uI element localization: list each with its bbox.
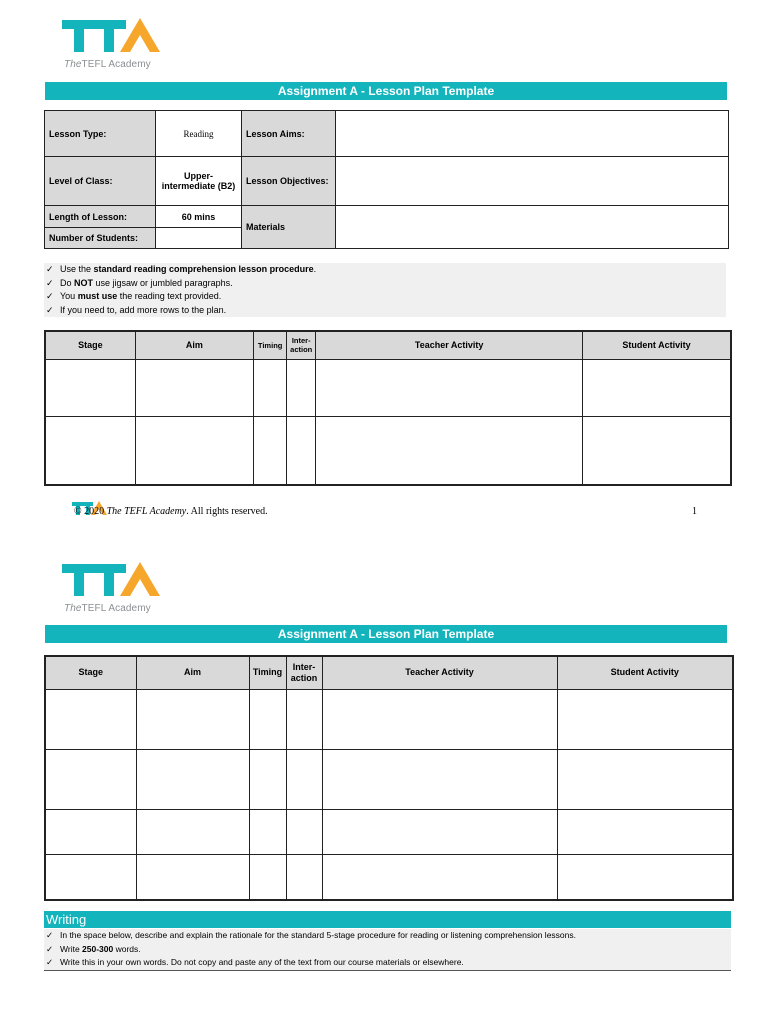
students-label: Number of Students: [45,228,156,249]
tta-logo-mark [52,14,162,60]
tta-logo [52,14,162,74]
teacher-cell[interactable] [322,689,557,749]
timing-cell[interactable] [249,809,286,854]
aim-cell[interactable] [136,809,249,854]
instruction-item: ✓ In the space below, describe and explain the rationale for the standard 5-stage procedure for reading or listening comprehension lessons. [44,929,731,943]
interaction-cell[interactable] [287,416,316,485]
table-row [45,809,733,854]
header-interaction: Inter- action [286,656,322,689]
check-icon: ✓ [46,277,54,288]
stage-cell[interactable] [45,359,135,416]
table-row [45,749,733,809]
logo-tagline: TheTEFL Academy [64,603,151,614]
length-value[interactable]: 60 mins [156,206,242,228]
header-timing: Timing [249,656,286,689]
lesson-aims-field[interactable] [336,111,729,157]
check-icon: ✓ [46,943,54,954]
student-cell[interactable] [583,359,731,416]
header-aim: Aim [136,656,249,689]
timing-cell[interactable] [254,416,287,485]
assignment-banner: Assignment A - Lesson Plan Template [45,625,727,643]
interaction-cell[interactable] [286,749,322,809]
header-timing: Timing [254,331,287,359]
header-stage: Stage [45,331,135,359]
length-label: Length of Lesson: [45,206,156,228]
student-cell[interactable] [557,689,733,749]
stage-cell[interactable] [45,809,136,854]
level-value[interactable]: Upper-intermediate (B2) [156,157,242,206]
timing-cell[interactable] [249,689,286,749]
tta-logo [52,558,162,618]
tta-logo-mark [52,558,162,604]
header-teacher-activity: Teacher Activity [322,656,557,689]
lesson-plan-table-1 [44,330,732,486]
instruction-item: ✓ Do NOT use jigsaw or jumbled paragraphs. [44,277,726,291]
stage-cell[interactable] [45,854,136,900]
students-field[interactable] [156,228,242,249]
interaction-cell[interactable] [286,809,322,854]
table-row [45,359,731,416]
writing-section-title: Writing [44,911,731,928]
teacher-cell[interactable] [316,359,583,416]
lesson-aims-label: Lesson Aims: [242,111,336,157]
teacher-cell[interactable] [316,416,583,485]
stage-cell[interactable] [45,416,135,485]
page-number: 1 [692,506,697,517]
interaction-cell[interactable] [286,854,322,900]
interaction-cell[interactable] [287,359,316,416]
materials-field[interactable] [336,206,729,249]
table-row [45,854,733,900]
header-interaction: Inter- action [287,331,316,359]
objectives-label: Lesson Objectives: [242,157,336,206]
student-cell[interactable] [583,416,731,485]
check-icon: ✓ [46,264,54,274]
materials-label: Materials [242,206,336,249]
lesson-info-table [44,110,729,249]
aim-cell[interactable] [136,854,249,900]
logo-tagline: TheTEFL Academy [64,59,151,70]
student-cell[interactable] [557,749,733,809]
table-row [45,689,733,749]
check-icon: ✓ [46,304,54,315]
check-icon: ✓ [46,930,54,940]
aim-cell[interactable] [136,749,249,809]
aim-cell[interactable] [135,359,253,416]
stage-cell[interactable] [45,689,136,749]
instruction-item: ✓ Write 250-300 words. [44,943,731,957]
instruction-item: ✓ You must use the reading text provided. [44,290,726,304]
aim-cell[interactable] [136,689,249,749]
interaction-cell[interactable] [286,689,322,749]
instruction-item: ✓ Write this in your own words. Do not copy and paste any of the text from our course materials or elsewhere. [44,956,731,970]
lesson-type-value[interactable]: Reading [156,111,242,157]
assignment-banner: Assignment A - Lesson Plan Template [45,82,727,100]
lesson-plan-table-2 [44,655,734,901]
check-icon: ✓ [46,291,54,301]
teacher-cell[interactable] [322,749,557,809]
instructions-list [44,263,726,317]
student-cell[interactable] [557,809,733,854]
header-student-activity: Student Activity [583,331,731,359]
student-cell[interactable] [557,854,733,900]
aim-cell[interactable] [135,416,253,485]
footer-copyright: © 2020 The TEFL Academy. All rights reserved. [74,506,268,517]
writing-instructions [44,929,731,971]
instruction-item: ✓ If you need to, add more rows to the plan. [44,304,726,318]
table-row [45,416,731,485]
header-aim: Aim [135,331,253,359]
timing-cell[interactable] [249,749,286,809]
lesson-type-label: Lesson Type: [45,111,156,157]
timing-cell[interactable] [249,854,286,900]
header-stage: Stage [45,656,136,689]
header-student-activity: Student Activity [557,656,733,689]
check-icon: ✓ [46,957,54,967]
level-label: Level of Class: [45,157,156,206]
instruction-item: ✓ Use the standard reading comprehension lesson procedure. [44,263,726,277]
stage-cell[interactable] [45,749,136,809]
teacher-cell[interactable] [322,854,557,900]
header-teacher-activity: Teacher Activity [316,331,583,359]
timing-cell[interactable] [254,359,287,416]
teacher-cell[interactable] [322,809,557,854]
objectives-field[interactable] [336,157,729,206]
